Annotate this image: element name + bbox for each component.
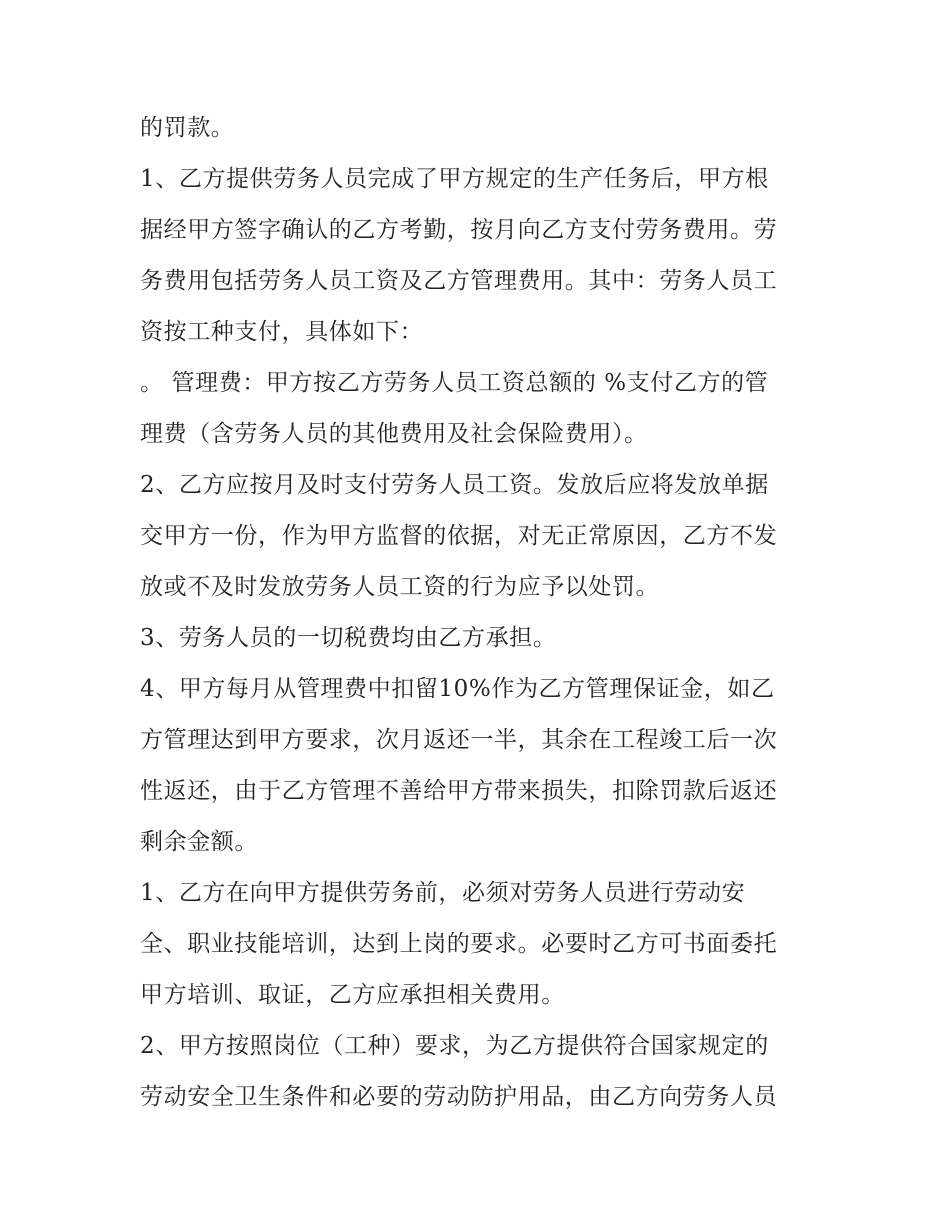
document-page (140, 103, 820, 1123)
text-line-3: 据经甲方签字确认的乙方考勤，按月向乙方支付劳务费用。劳 (140, 217, 778, 243)
text-line-1: 的罚款。 (140, 115, 235, 141)
text-line-4: 务费用包括劳务人员工资及乙方管理费用。其中：劳务人员工 (140, 268, 778, 294)
text-line-7: 理费（含劳务人员的其他费用及社会保险费用）。 (140, 421, 648, 447)
text-line-14: 性返还，由于乙方管理不善给甲方带来损失，扣除罚款后返还 (140, 778, 778, 804)
text-line-15: 剩余金额。 (140, 829, 258, 855)
text-line-10: 放或不及时发放劳务人员工资的行为应予以处罚。 (140, 574, 660, 600)
text-line-5: 资按工种支付，具体如下： (140, 319, 424, 345)
text-line-6: 。 管理费：甲方按乙方劳务人员工资总额的 %支付乙方的管 (140, 370, 769, 396)
text-line-9: 交甲方一份，作为甲方监督的依据，对无正常原因，乙方不发 (140, 523, 778, 549)
text-line-11: 3、劳务人员的一切税费均由乙方承担。 (140, 625, 557, 651)
text-line-13: 方管理达到甲方要求，次月返还一半，其余在工程竣工后一次 (140, 727, 778, 753)
text-line-16: 1、乙方在向甲方提供劳务前，必须对劳务人员进行劳动安 (140, 880, 746, 906)
text-line-20: 劳动安全卫生条件和必要的劳动防护用品，由乙方向劳务人员 (140, 1084, 778, 1110)
text-line-12: 4、甲方每月从管理费中扣留10%作为乙方管理保证金，如乙 (140, 676, 775, 702)
text-line-18: 甲方培训、取证，乙方应承担相关费用。 (140, 982, 565, 1008)
text-line-2: 1、乙方提供劳务人员完成了甲方规定的生产任务后，甲方根 (140, 166, 769, 192)
text-line-19: 2、甲方按照岗位（工种）要求，为乙方提供符合国家规定的 (140, 1033, 769, 1059)
text-line-8: 2、乙方应按月及时支付劳务人员工资。发放后应将发放单据 (140, 472, 769, 498)
text-line-17: 全、职业技能培训，达到上岗的要求。必要时乙方可书面委托 (140, 931, 778, 957)
